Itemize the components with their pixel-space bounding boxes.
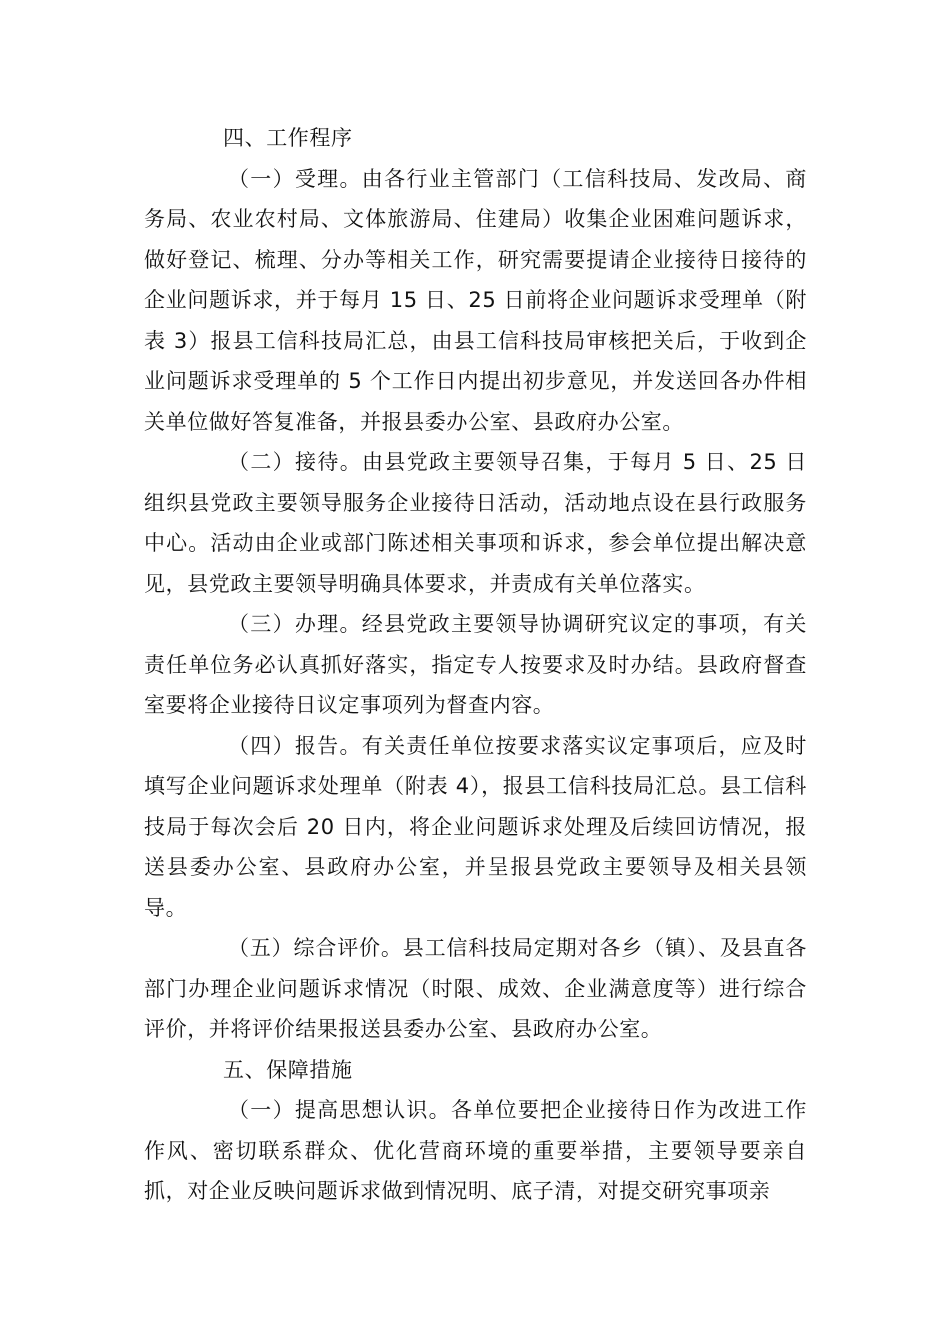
paragraph-acceptance: （一）受理。由各行业主管部门（工信科技局、发改局、商务局、农业农村局、文体旅游局、住建局）收集企业困难问题诉求，做好登记、梳理、分办等相关工作，研究需要提请企业接待日接待的企业问题诉求，并于每月 15 日、25 日前将企业问题诉求受理单（附表 3）报县工信科技局汇总，由县工信科技局审核把关后，于收到企业问题诉求受理单的 5 个工作日内提出初步意见，并发送回各办件相关单位做好答复准备，并报县委办公室、县政府办公室。 (144, 166, 807, 434)
paragraph-awareness: （一）提高思想认识。各单位要把企业接待日作为改进工作作风、密切联系群众、优化营商环境的重要举措，主要领导要亲自抓，对企业反映问题诉求做到情况明、底子清，对提交研究事项亲 (144, 1098, 807, 1203)
paragraph-handling: （三）办理。经县党政主要领导协调研究议定的事项，有关责任单位务必认真抓好落实，指定专人按要求及时办结。县政府督查室要将企业接待日议定事项列为督查内容。 (144, 612, 807, 717)
document-body (144, 118, 807, 1212)
section-heading-safeguards: 五、保障措施 (223, 1057, 353, 1082)
paragraph-reception: （二）接待。由县党政主要领导召集，于每月 5 日、25 日组织县党政主要领导服务企业接待日活动，活动地点设在县行政服务中心。活动由企业或部门陈述相关事项和诉求，参会单位提出解决意见，县党政主要领导明确具体要求，并责成有关单位落实。 (144, 450, 807, 596)
section-heading-work-procedure: 四、工作程序 (223, 126, 353, 150)
paragraph-evaluation: （五）综合评价。县工信科技局定期对各乡（镇）、及县直各部门办理企业问题诉求情况（时限、成效、企业满意度等）进行综合评价，并将评价结果报送县委办公室、县政府办公室。 (144, 936, 807, 1041)
paragraph-report: （四）报告。有关责任单位按要求落实议定事项后，应及时填写企业问题诉求处理单（附表 4），报县工信科技局汇总。县工信科技局于每次会后 20 日内，将企业问题诉求处理及后续回访情况，报送县委办公室、县政府办公室，并呈报县党政主要领导及相关县领导。 (144, 733, 807, 920)
